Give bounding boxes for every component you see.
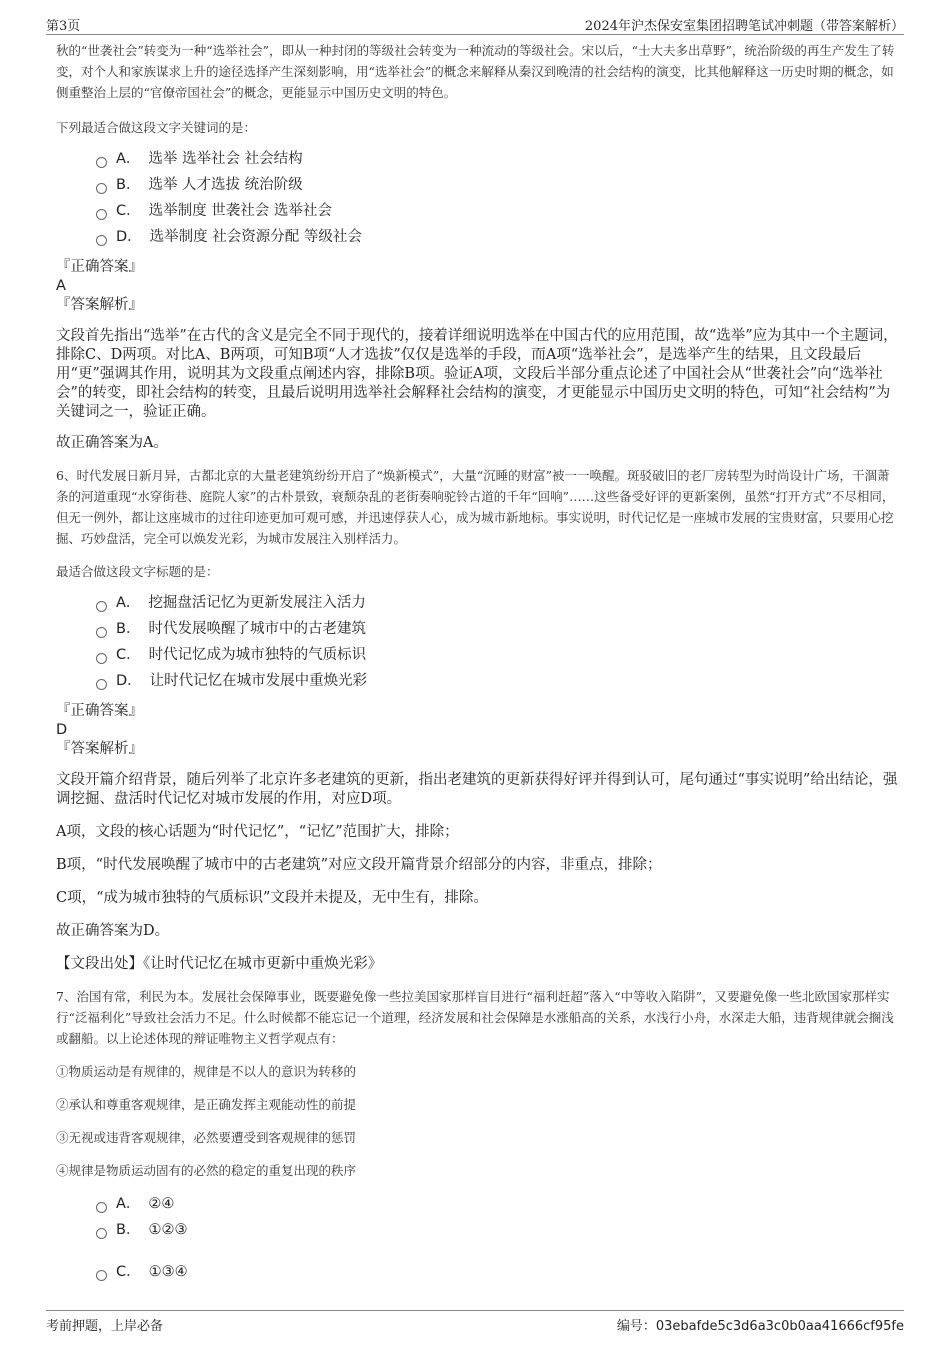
q6-option-d[interactable]: D． 让时代记忆在城市发展中重焕光彩 [96,668,898,694]
radio-icon[interactable] [96,1202,107,1213]
q5-answer: A [56,278,66,294]
q6-b-note: B项，“时代发展唤醒了城市中的古老建筑”对应文段开篇背景介绍部分的内容，非重点，排除； [56,857,662,873]
q6-option-c[interactable]: C． 时代记忆成为城市独特的气质标识 [96,642,898,668]
q6-a-note: A项，文段的核心话题为“时代记忆”，“记忆”范围扩大，排除； [56,824,459,840]
document-code: 编号：03ebafde5c3d6a3c0b0aa41666cf95fe [616,1319,904,1334]
q6-passage: 6、时代发展日新月异，古都北京的大量老建筑纷纷开启了“焕新模式”，大量“沉睡的财富”被一一唤醒。斑驳破旧的老厂房转型为时尚设计广场，干涸萧条的河道重现“水穿街巷、庭院人家”的古朴景致，衰颓杂乱的老街奏响驼铃古道的千年“回响”……这些备受好评的更新案例，虽然“打开方式”不尽相同，但无一例外，都让这座城市的过往印迹更加可观可感，并迅速俘获人心，成为城市新地标。事实说明，时代记忆是一座城市发展的宝贵财富，只要用心挖掘、巧妙盘活，完全可以焕发光彩，为城市发展注入别样活力。 [56,468,895,546]
page-number: 第3页 [46,19,81,34]
q7-item-1: ①物质运动是有规律的，规律是不以人的意识为转移的 [56,1064,357,1079]
radio-icon[interactable] [96,653,107,664]
radio-icon[interactable] [96,679,107,690]
q7-option-a[interactable]: A． ②④ [96,1191,898,1217]
page-header [46,12,904,35]
q6-option-a[interactable]: A． 挖掘盘活记忆为更新发展注入活力 [96,590,898,616]
document-title: 2024年沪杰保安室集团招聘笔试冲刺题（带答案解析） [584,19,904,34]
q6-question: 最适合做这段文字标题的是： [56,564,219,579]
radio-icon[interactable] [96,235,107,246]
q5-passage: 秋的“世袭社会”转变为一种“选举社会”，即从一种封闭的等级社会转变为一种流动的等级社会。宋以后，“士大夫多出草野”，统治阶级的再生产发生了转变，对个人和家族谋求上升的途径选择产生深刻影响，用“选举社会”的概念来解释从秦汉到晚清的社会结构的演变，比其他解释这一历史时期的概念，如侧重整治上层的“官僚帝国社会”的概念，更能显示中国历史文明的特色。 [56,43,895,100]
q6-analysis-label: 『答案解析』 [56,741,143,757]
page-footer [46,1310,904,1333]
q5-options [96,146,898,250]
q5-question: 下列最适合做这段文字关键词的是： [56,120,257,135]
q5-option-d[interactable]: D． 选举制度 社会资源分配 等级社会 [96,224,898,250]
q7-options [96,1191,898,1285]
radio-icon[interactable] [96,1270,107,1281]
radio-icon[interactable] [96,601,107,612]
radio-icon[interactable] [96,209,107,220]
footer-slogan: 考前押题，上岸必备 [46,1319,164,1334]
q6-options [96,590,898,694]
q5-analysis: 文段首先指出“选举”在古代的含义是完全不同于现代的，接着详细说明选举在中国古代的应用范围，故“选举”应为其中一个主题词，排除C、D两项。对比A、B两项，可知B项“人才选拔”仅仅是选举的手段，而A项“选举社会”，是选举产生的结果，且文段最后用“更”强调其作用，说明其为文段重点阐述内容，排除B项。验证A项，文段后半部分重点论述了中国社会从“世袭社会”向“选举社会”的转变，即社会结构的转变，且最后说明用选举社会解释社会结构的演变，才更能显示中国历史文明的特色，可知“社会结构”为关键词之一，验证正确。 [56,328,898,420]
q5-analysis-label: 『答案解析』 [56,297,143,313]
q6-answer: D [56,722,68,738]
page-content [56,40,898,1285]
radio-icon[interactable] [96,627,107,638]
q6-c-note: C项，“成为城市独特的气质标识”文段并未提及，无中生有，排除。 [56,890,488,906]
q6-conclusion: 故正确答案为D。 [56,923,170,939]
q5-answer-label: 『正确答案』 [56,259,143,275]
q6-source: 【文段出处】《让时代记忆在城市更新中重焕光彩》 [56,956,383,972]
q6-answer-label: 『正确答案』 [56,703,143,719]
q5-conclusion: 故正确答案为A。 [56,435,168,451]
q7-item-2: ②承认和尊重客观规律，是正确发挥主观能动性的前提 [56,1097,357,1112]
q6-option-b[interactable]: B． 时代发展唤醒了城市中的古老建筑 [96,616,898,642]
q5-option-c[interactable]: C． 选举制度 世袭社会 选举社会 [96,198,898,224]
q7-item-3: ③无视或违背客观规律，必然要遭受到客观规律的惩罚 [56,1130,357,1145]
q7-option-c[interactable]: C． ①③④ [96,1259,898,1285]
q7-passage: 7、治国有常，利民为本。发展社会保障事业，既要避免像一些拉美国家那样盲目进行“福利赶超”落入“中等收入陷阱”，又要避免像一些北欧国家那样实行“泛福利化”导致社会活力不足。什么时候都不能忘记一个道理，经济发展和社会保障是水涨船高的关系，水浅行小舟，水深走大船，违背规律就会搁浅或翻船。以上论述体现的辩证唯物主义哲学观点有： [56,989,894,1046]
q7-item-4: ④规律是物质运动固有的必然的稳定的重复出现的秩序 [56,1163,357,1178]
q7-option-b[interactable]: B． ①②③ [96,1217,898,1243]
radio-icon[interactable] [96,183,107,194]
radio-icon[interactable] [96,157,107,168]
q5-option-a[interactable]: A． 选举 选举社会 社会结构 [96,146,898,172]
radio-icon[interactable] [96,1228,107,1239]
q6-analysis: 文段开篇介绍背景，随后列举了北京许多老建筑的更新，指出老建筑的更新获得好评并得到认可，尾句通过“事实说明”给出结论，强调挖掘、盘活时代记忆对城市发展的作用，对应D项。 [56,772,898,807]
q5-option-b[interactable]: B． 选举 人才选拔 统治阶级 [96,172,898,198]
